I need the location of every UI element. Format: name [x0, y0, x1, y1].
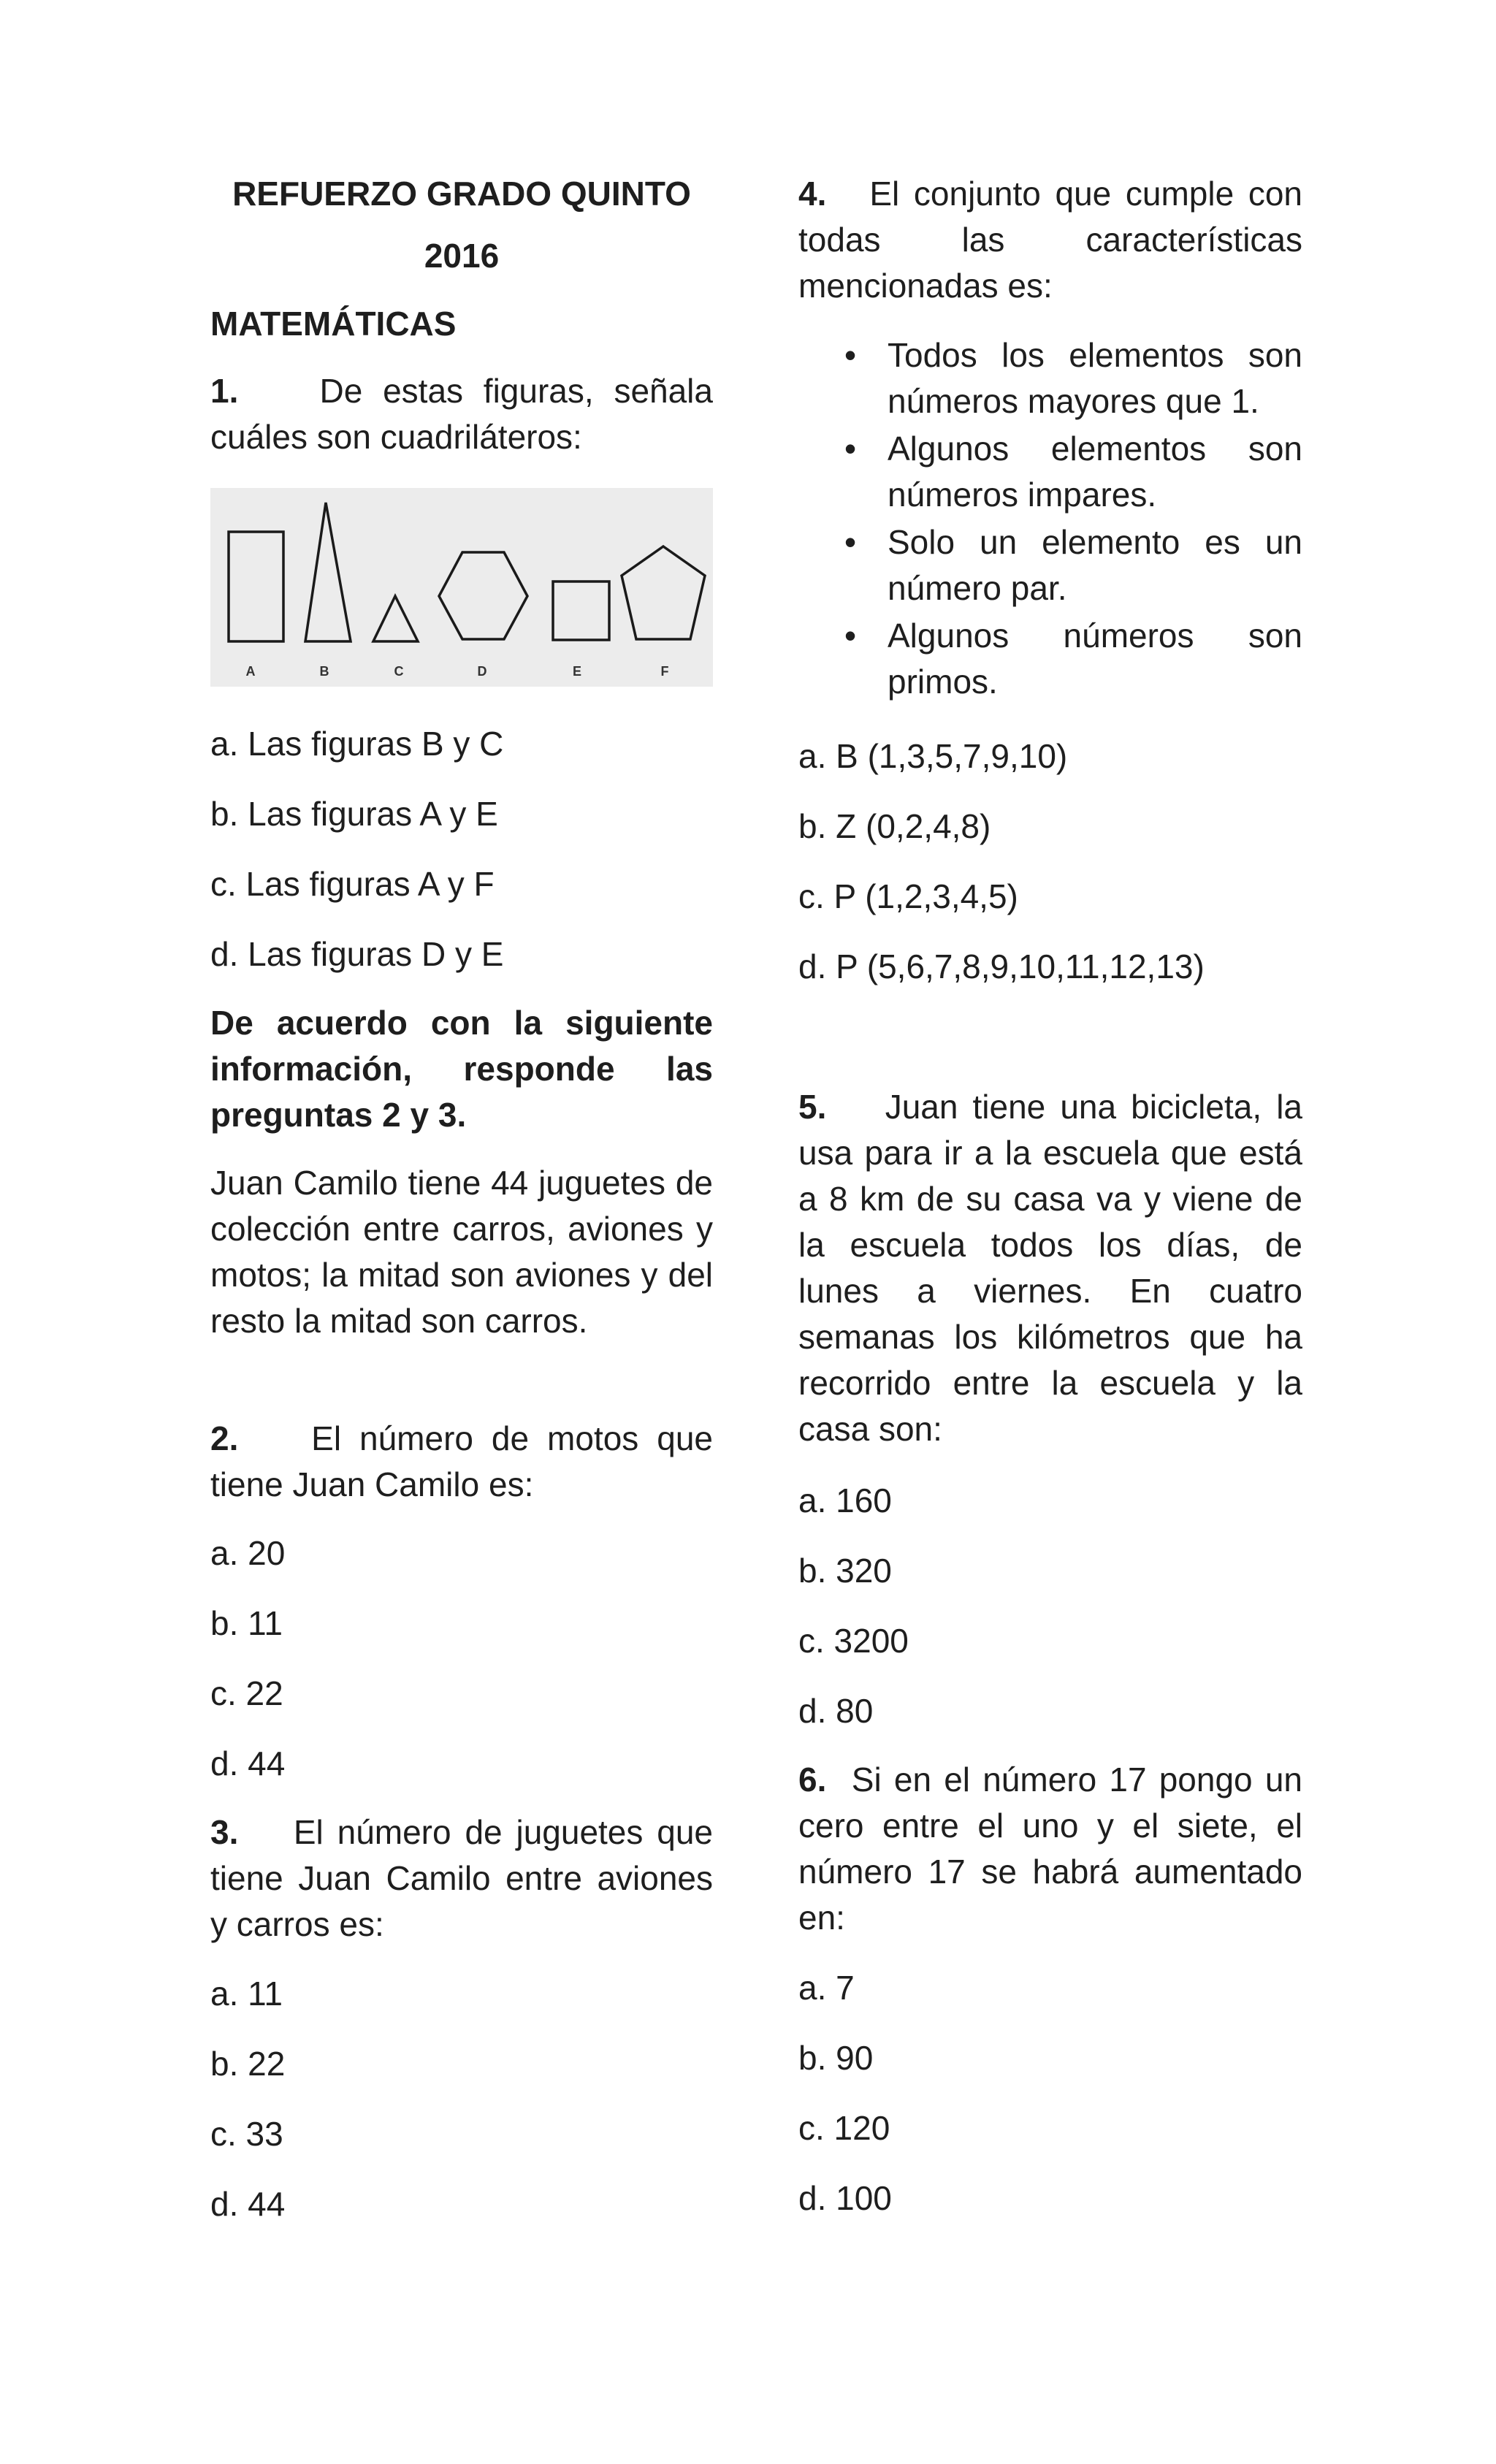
q4-bullet-item	[798, 519, 1302, 611]
q4-option-c: c. P (1,2,3,4,5)	[798, 877, 1018, 915]
question-5-prompt: Juan tiene una bicicleta, la usa para ir a la escuela que está a 8 km de su casa va y viene de la escuela todos los días, de lunes a viernes. En cuatro semanas los kilómetros que ha recorrido entre la escuela y la casa son:	[798, 1088, 1303, 1448]
q2-option-b: b. 11	[210, 1604, 283, 1642]
q6-option-d: d. 100	[798, 2179, 892, 2217]
question-4-number: 4.	[798, 175, 827, 213]
q4-bullet-list	[798, 332, 1302, 706]
bullet-dot-icon: •	[844, 617, 857, 655]
shape-c-small-triangle	[373, 596, 418, 641]
question-6-text	[798, 1757, 1302, 1941]
q4-bullet-item	[798, 613, 1302, 705]
q3-option-b: b. 22	[210, 2045, 286, 2083]
question-5-number: 5.	[798, 1088, 827, 1126]
shapes-figure-svg	[210, 488, 713, 687]
figure-label-d: D	[477, 664, 487, 679]
worksheet-year: 2016	[424, 237, 500, 275]
question-1-prompt: De estas figuras, señala cuáles son cuadriláteros:	[210, 372, 713, 456]
q4-bullet-text: Solo un elemento es un número par.	[888, 523, 1302, 607]
q1-option-b: b. Las figuras A y E	[210, 795, 498, 833]
question-2-number: 2.	[210, 1419, 239, 1457]
q2-option-c: c. 22	[210, 1674, 283, 1712]
question-1-text	[210, 368, 713, 460]
q4-option-a: a. B (1,3,5,7,9,10)	[798, 737, 1068, 775]
question-4-text	[798, 171, 1302, 309]
figure-label-e: E	[572, 664, 582, 679]
q4-bullet-item	[798, 426, 1302, 518]
question-5-text	[798, 1084, 1302, 1452]
q1-option-a: a. Las figuras B y C	[210, 725, 504, 763]
figure-label-f: F	[660, 664, 669, 679]
question-6-prompt: Si en el número 17 pongo un cero entre el uno y el siete, el número 17 se habrá aumentado en:	[798, 1761, 1302, 1937]
question-3-text	[210, 1809, 713, 1948]
info-heading: De acuerdo con la siguiente información, responde las preguntas 2 y 3.	[210, 1004, 713, 1134]
bullet-dot-icon: •	[844, 430, 857, 468]
figure-label-c: C	[394, 664, 404, 679]
q3-option-d: d. 44	[210, 2185, 286, 2223]
q4-bullet-text: Todos los elementos son números mayores que 1.	[888, 336, 1302, 420]
q2-option-a: a. 20	[210, 1534, 286, 1572]
subject-heading: MATEMÁTICAS	[210, 305, 457, 343]
question-6-number: 6.	[798, 1761, 827, 1799]
worksheet-title: REFUERZO GRADO QUINTO	[232, 175, 691, 213]
shape-b-tall-triangle	[305, 503, 351, 641]
question-2-text	[210, 1416, 713, 1508]
q1-option-d: d. Las figuras D y E	[210, 935, 504, 973]
q5-option-b: b. 320	[798, 1552, 892, 1590]
q6-option-c: c. 120	[798, 2109, 890, 2147]
info-text: Juan Camilo tiene 44 juguetes de colección entre carros, aviones y motos; la mitad son aviones y del resto la mitad son carros.	[210, 1164, 713, 1340]
question-4-prompt: El conjunto que cumple con todas las características mencionadas es:	[798, 175, 1303, 305]
question-2-prompt: El número de motos que tiene Juan Camilo es:	[210, 1419, 714, 1503]
shape-a-rectangle	[229, 532, 283, 641]
q3-option-c: c. 33	[210, 2115, 283, 2153]
q1-option-c: c. Las figuras A y F	[210, 865, 495, 903]
q5-option-a: a. 160	[798, 1481, 892, 1519]
q4-bullet-item	[798, 332, 1302, 424]
q6-option-b: b. 90	[798, 2039, 874, 2077]
question-3-number: 3.	[210, 1813, 239, 1851]
q6-option-a: a. 7	[798, 1969, 855, 2007]
figure-label-b: B	[319, 664, 329, 679]
q4-bullet-text: Algunos elementos son números impares.	[888, 430, 1302, 514]
question-1-number: 1.	[210, 372, 239, 410]
bullet-dot-icon: •	[844, 336, 857, 374]
q2-option-d: d. 44	[210, 1744, 286, 1782]
shape-f-pentagon	[622, 546, 705, 639]
q5-option-d: d. 80	[798, 1692, 874, 1730]
question-3-prompt: El número de juguetes que tiene Juan Camilo entre aviones y carros es:	[210, 1813, 714, 1943]
shape-e-square	[553, 581, 609, 640]
figure-label-a: A	[245, 664, 256, 679]
shapes-figure	[210, 488, 713, 687]
q5-option-c: c. 3200	[798, 1622, 909, 1660]
q4-option-d: d. P (5,6,7,8,9,10,11,12,13)	[798, 947, 1205, 985]
bullet-dot-icon: •	[844, 523, 857, 561]
q3-option-a: a. 11	[210, 1975, 283, 2013]
q4-option-b: b. Z (0,2,4,8)	[798, 807, 991, 845]
shape-d-hexagon	[439, 552, 527, 639]
q4-bullet-text: Algunos números son primos.	[888, 617, 1302, 701]
